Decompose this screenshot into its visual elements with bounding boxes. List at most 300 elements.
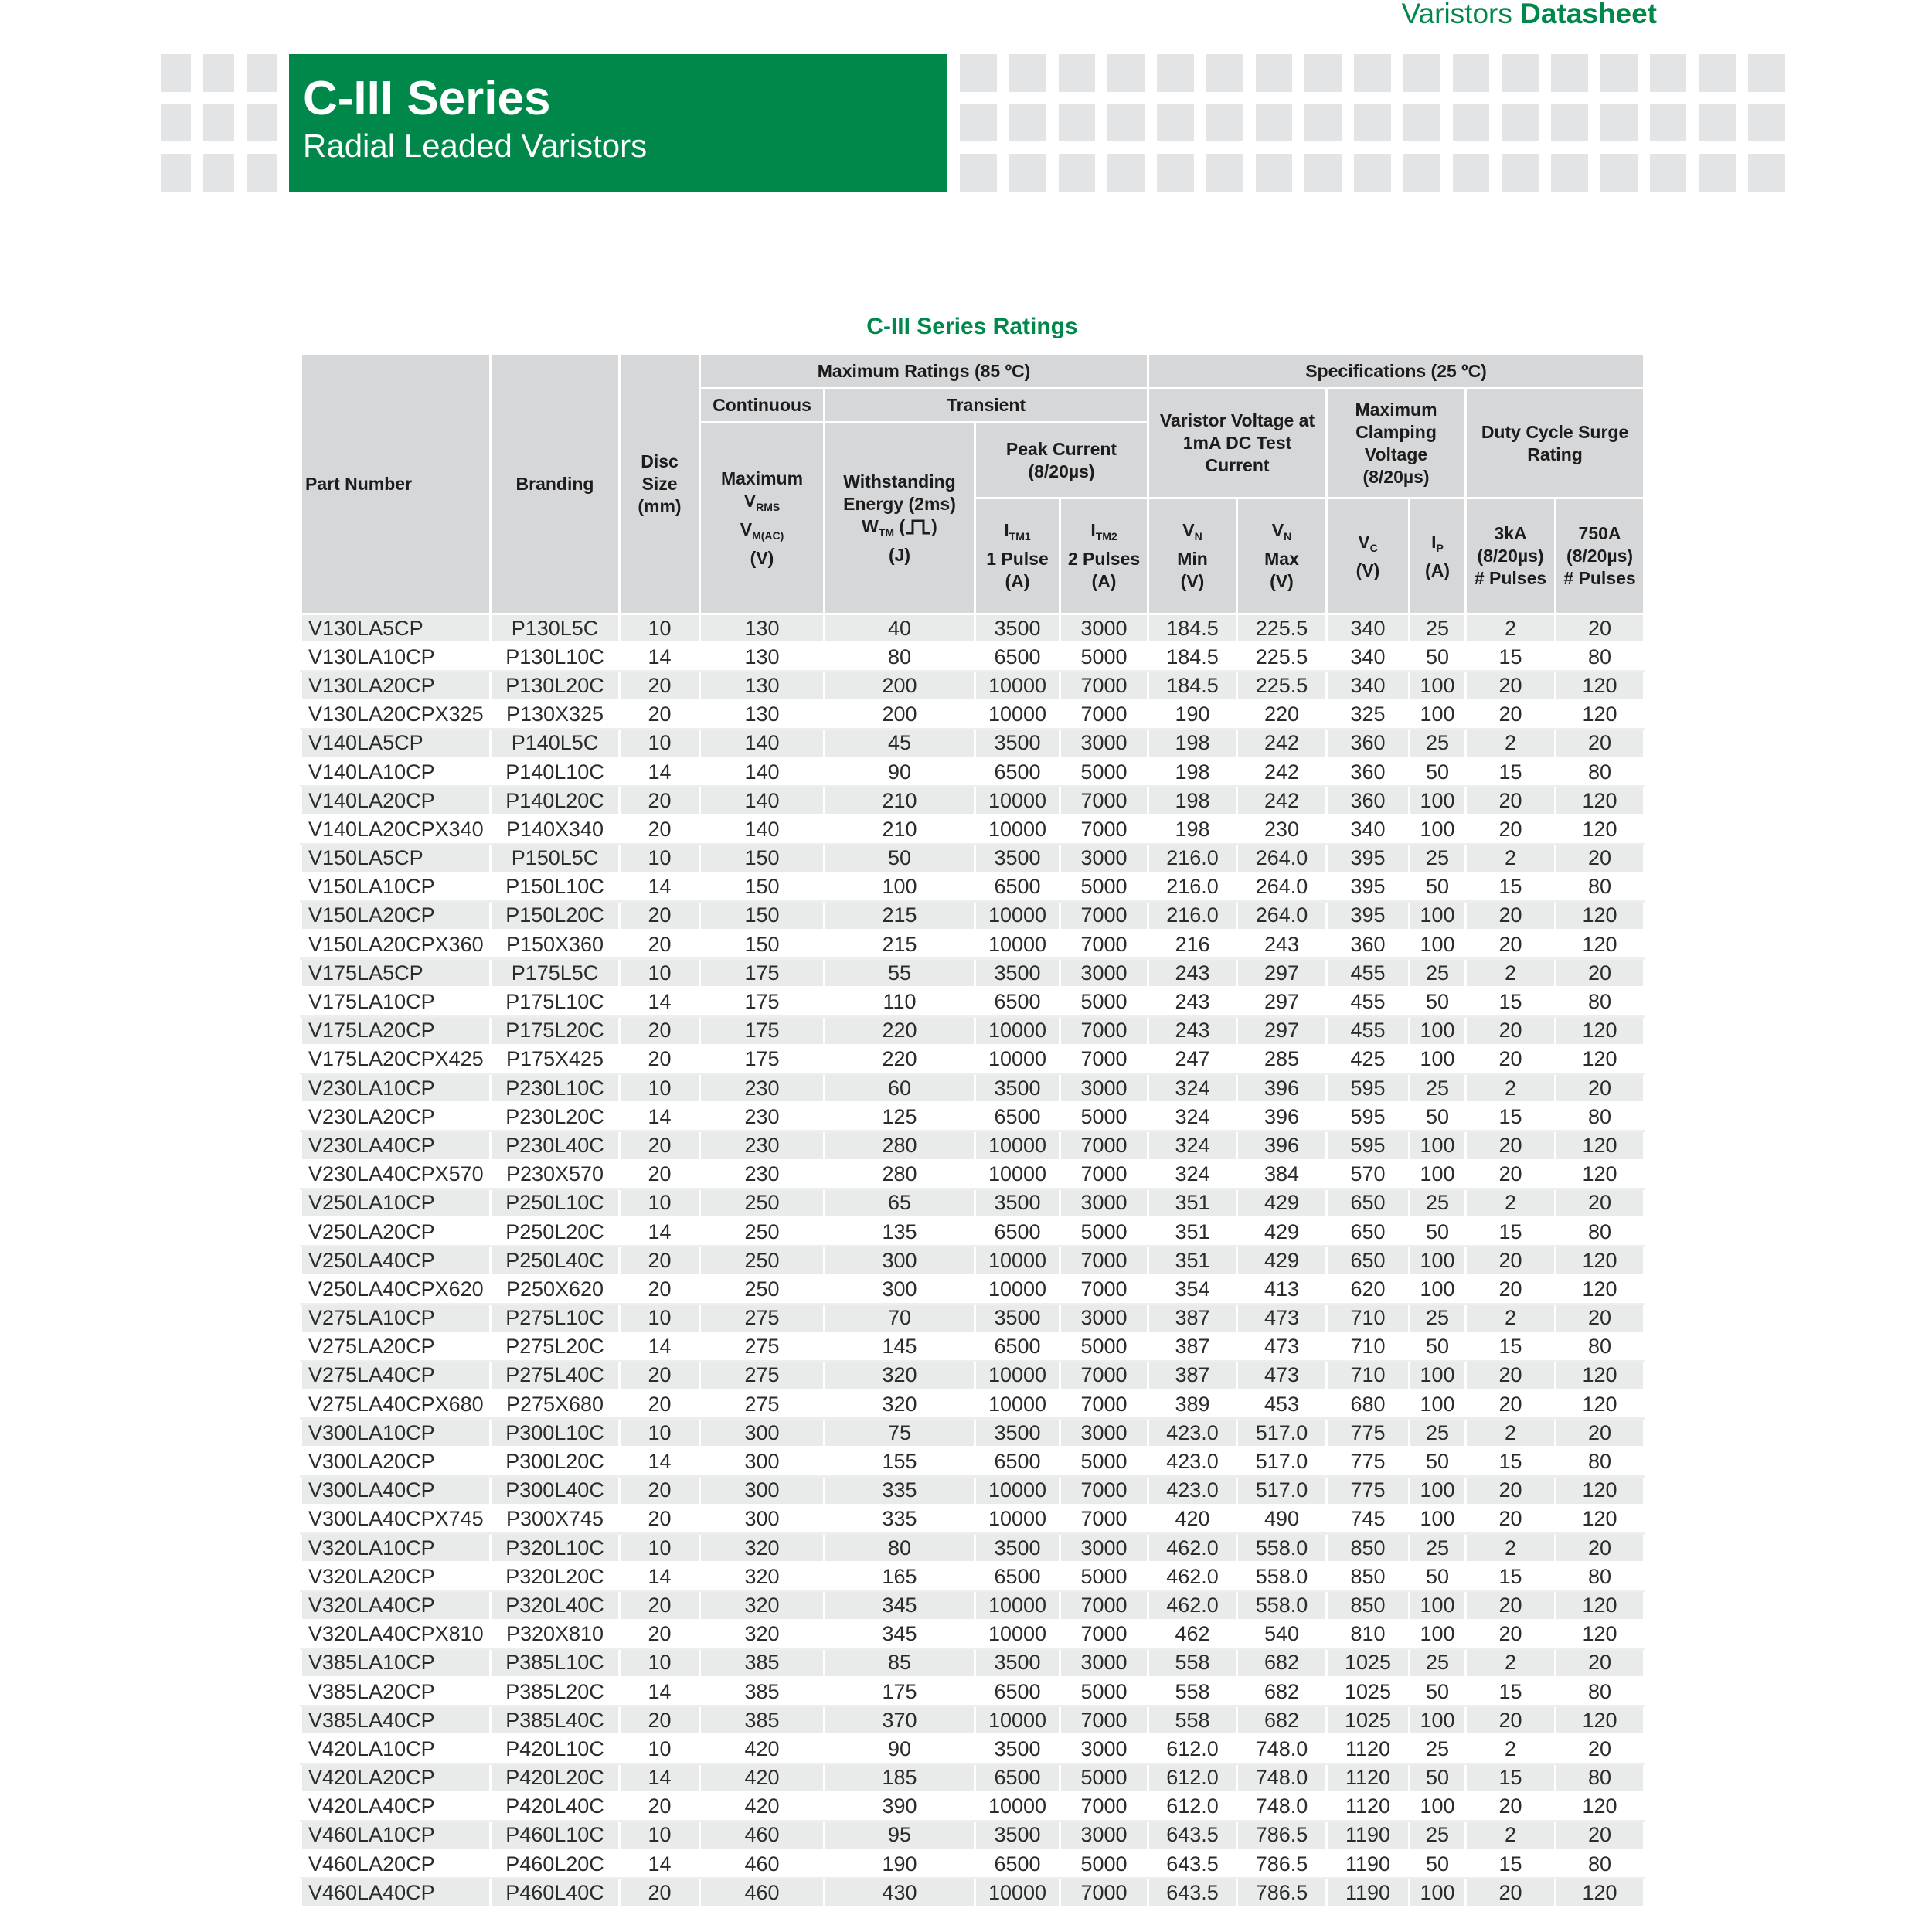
cell-vn-min: 462.0: [1148, 1534, 1237, 1563]
decorative-tile: [1304, 54, 1342, 92]
header-itm1-unit: (A): [1005, 571, 1030, 591]
cell-part-number: V175LA20CP: [301, 1016, 491, 1045]
cell-disc-size: 10: [620, 1648, 700, 1677]
decorative-tile: [1650, 104, 1687, 142]
cell-max-voltage: 420: [700, 1735, 825, 1764]
cell-vc: 340: [1327, 815, 1410, 844]
cell-vn-max: 396: [1237, 1131, 1327, 1160]
cell-surge-750a: 80: [1556, 1850, 1645, 1879]
cell-itm2: 3000: [1060, 729, 1148, 757]
cell-itm1: 6500: [975, 1217, 1060, 1246]
cell-disc-size: 20: [620, 1275, 700, 1304]
header-clamping-voltage: Maximum Clamping Voltage (8/20µs): [1327, 389, 1466, 498]
header-vn-min-symbol-row: [1151, 519, 1234, 548]
cell-vn-max: 242: [1237, 787, 1327, 815]
cell-disc-size: 14: [620, 872, 700, 901]
cell-vn-max: 264.0: [1237, 901, 1327, 930]
cell-disc-size: 20: [620, 930, 700, 959]
cell-vn-max: 220: [1237, 700, 1327, 729]
decorative-tile: [1650, 54, 1687, 92]
header-itm1-symbol-row: [978, 519, 1057, 548]
header-vn-max-symbol-row: [1240, 519, 1324, 548]
header-vc-sub: C: [1369, 541, 1378, 554]
cell-vn-max: 429: [1237, 1217, 1327, 1246]
table-row: [301, 959, 1645, 988]
cell-energy: 210: [825, 787, 975, 815]
cell-itm1: 10000: [975, 1247, 1060, 1275]
cell-itm2: 7000: [1060, 787, 1148, 815]
cell-itm1: 3500: [975, 1821, 1060, 1849]
cell-ip: 100: [1410, 1160, 1466, 1189]
cell-surge-750a: 120: [1556, 1016, 1645, 1045]
cell-vn-max: 682: [1237, 1648, 1327, 1677]
cell-surge-750a: 20: [1556, 729, 1645, 757]
cell-itm2: 5000: [1060, 872, 1148, 901]
cell-itm2: 5000: [1060, 1764, 1148, 1792]
cell-vn-min: 643.5: [1148, 1821, 1237, 1849]
cell-itm2: 7000: [1060, 1275, 1148, 1304]
cell-energy: 300: [825, 1275, 975, 1304]
table-row: [301, 1821, 1645, 1849]
cell-ip: 25: [1410, 1419, 1466, 1447]
cell-max-voltage: 320: [700, 1591, 825, 1620]
cell-surge-3ka: 2: [1466, 1074, 1556, 1103]
header-ip-symbol: I: [1431, 531, 1437, 552]
cell-max-voltage: 250: [700, 1217, 825, 1246]
cell-energy: 335: [825, 1505, 975, 1533]
table-row: [301, 614, 1645, 643]
cell-branding: P250X620: [491, 1275, 620, 1304]
cell-surge-3ka: 20: [1466, 1879, 1556, 1907]
cell-vn-max: 748.0: [1237, 1735, 1327, 1764]
decorative-tile: [1403, 54, 1440, 92]
cell-vn-max: 786.5: [1237, 1879, 1327, 1907]
cell-max-voltage: 320: [700, 1563, 825, 1591]
cell-branding: P140L5C: [491, 729, 620, 757]
cell-vc: 1190: [1327, 1821, 1410, 1849]
header-energy-symbol-sub: TM: [878, 526, 895, 539]
cell-part-number: V275LA10CP: [301, 1304, 491, 1332]
cell-disc-size: 10: [620, 844, 700, 872]
cell-max-voltage: 130: [700, 700, 825, 729]
cell-vn-max: 682: [1237, 1706, 1327, 1735]
cell-energy: 75: [825, 1419, 975, 1447]
cell-branding: P130L5C: [491, 614, 620, 643]
cell-vn-min: 216.0: [1148, 901, 1237, 930]
cell-part-number: V385LA20CP: [301, 1677, 491, 1706]
cell-itm2: 7000: [1060, 1706, 1148, 1735]
cell-max-voltage: 230: [700, 1131, 825, 1160]
cell-vn-min: 216.0: [1148, 872, 1237, 901]
cell-vc: 395: [1327, 844, 1410, 872]
cell-disc-size: 20: [620, 1505, 700, 1533]
cell-branding: P420L10C: [491, 1735, 620, 1764]
header-surge-750a: [1556, 498, 1645, 614]
cell-vn-max: 285: [1237, 1045, 1327, 1073]
cell-ip: 50: [1410, 1103, 1466, 1131]
cell-itm1: 6500: [975, 1103, 1060, 1131]
cell-vn-max: 429: [1237, 1247, 1327, 1275]
table-row: [301, 1735, 1645, 1764]
cell-itm2: 5000: [1060, 1850, 1148, 1879]
cell-max-voltage: 140: [700, 787, 825, 815]
cell-surge-750a: 120: [1556, 1706, 1645, 1735]
header-surge-750a-line2: (8/20µs): [1566, 546, 1634, 566]
cell-vn-min: 324: [1148, 1103, 1237, 1131]
cell-vn-min: 247: [1148, 1045, 1237, 1073]
cell-vn-max: 297: [1237, 959, 1327, 988]
cell-vn-min: 558: [1148, 1648, 1237, 1677]
header-varistor-voltage: Varistor Voltage at 1mA DC Test Current: [1148, 389, 1327, 498]
cell-surge-3ka: 20: [1466, 1620, 1556, 1648]
cell-itm2: 7000: [1060, 1792, 1148, 1821]
cell-energy: 85: [825, 1648, 975, 1677]
cell-itm1: 10000: [975, 901, 1060, 930]
decorative-tile: [1699, 104, 1736, 142]
cell-ip: 100: [1410, 1792, 1466, 1821]
cell-surge-750a: 120: [1556, 1160, 1645, 1189]
cell-vn-min: 351: [1148, 1247, 1237, 1275]
cell-itm2: 7000: [1060, 815, 1148, 844]
header-vn-max-symbol: V: [1271, 520, 1284, 540]
cell-part-number: V175LA5CP: [301, 959, 491, 988]
cell-vc: 650: [1327, 1217, 1410, 1246]
decorative-tile: [1748, 54, 1785, 92]
header-vrms-sub: RMS: [756, 500, 781, 513]
cell-max-voltage: 150: [700, 844, 825, 872]
cell-part-number: V460LA10CP: [301, 1821, 491, 1849]
cell-surge-750a: 120: [1556, 1620, 1645, 1648]
cell-itm1: 3500: [975, 1534, 1060, 1563]
cell-vc: 1190: [1327, 1850, 1410, 1879]
doc-type-label: Datasheet: [1520, 0, 1657, 29]
decorative-tile: [1354, 54, 1391, 92]
cell-surge-750a: 80: [1556, 1677, 1645, 1706]
header-branding: Branding: [491, 355, 620, 614]
cell-max-voltage: 250: [700, 1189, 825, 1217]
cell-ip: 25: [1410, 1189, 1466, 1217]
header-itm2-symbol: I: [1090, 520, 1096, 540]
cell-max-voltage: 130: [700, 672, 825, 700]
cell-energy: 215: [825, 930, 975, 959]
cell-disc-size: 14: [620, 1677, 700, 1706]
cell-surge-3ka: 20: [1466, 901, 1556, 930]
cell-surge-750a: 80: [1556, 643, 1645, 672]
decorative-tile: [1354, 104, 1391, 142]
header-vn-max-unit: (V): [1270, 571, 1294, 591]
header-itm2: [1060, 498, 1148, 614]
table-row: [301, 643, 1645, 672]
cell-max-voltage: 385: [700, 1648, 825, 1677]
table-row: [301, 844, 1645, 872]
cell-ip: 50: [1410, 757, 1466, 786]
table-row: [301, 1217, 1645, 1246]
cell-itm2: 5000: [1060, 1103, 1148, 1131]
cell-surge-3ka: 2: [1466, 729, 1556, 757]
header-vmac-symbol: V: [740, 519, 753, 539]
cell-energy: 335: [825, 1476, 975, 1505]
cell-energy: 95: [825, 1821, 975, 1849]
cell-vc: 810: [1327, 1620, 1410, 1648]
cell-surge-750a: 120: [1556, 1045, 1645, 1073]
cell-vn-max: 490: [1237, 1505, 1327, 1533]
cell-max-voltage: 460: [700, 1821, 825, 1849]
cell-vn-max: 230: [1237, 815, 1327, 844]
cell-itm2: 7000: [1060, 672, 1148, 700]
cell-vn-min: 243: [1148, 988, 1237, 1016]
table-row: [301, 1476, 1645, 1505]
cell-part-number: V300LA20CP: [301, 1447, 491, 1476]
cell-ip: 25: [1410, 729, 1466, 757]
cell-branding: P230L20C: [491, 1103, 620, 1131]
cell-surge-3ka: 20: [1466, 700, 1556, 729]
cell-disc-size: 10: [620, 959, 700, 988]
cell-vn-max: 242: [1237, 729, 1327, 757]
table-row: [301, 1792, 1645, 1821]
cell-ip: 25: [1410, 1304, 1466, 1332]
cell-vn-max: 429: [1237, 1189, 1327, 1217]
cell-max-voltage: 300: [700, 1447, 825, 1476]
cell-itm1: 10000: [975, 1390, 1060, 1419]
cell-itm2: 3000: [1060, 1419, 1148, 1447]
cell-ip: 100: [1410, 787, 1466, 815]
cell-ip: 25: [1410, 1074, 1466, 1103]
cell-vn-max: 413: [1237, 1275, 1327, 1304]
cell-disc-size: 20: [620, 700, 700, 729]
cell-branding: P320L20C: [491, 1563, 620, 1591]
cell-branding: P420L40C: [491, 1792, 620, 1821]
cell-surge-750a: 20: [1556, 1735, 1645, 1764]
cell-ip: 25: [1410, 1648, 1466, 1677]
cell-disc-size: 20: [620, 1879, 700, 1907]
cell-itm2: 3000: [1060, 1648, 1148, 1677]
cell-disc-size: 14: [620, 988, 700, 1016]
cell-itm1: 6500: [975, 643, 1060, 672]
decorative-tile: [1009, 104, 1046, 142]
header-part-number: Part Number: [301, 355, 491, 614]
cell-branding: P230X570: [491, 1160, 620, 1189]
decorative-tile: [1502, 154, 1539, 192]
decorative-tile: [161, 104, 191, 142]
cell-vn-min: 387: [1148, 1304, 1237, 1332]
header-itm1-symbol: I: [1004, 520, 1009, 540]
cell-surge-3ka: 20: [1466, 1390, 1556, 1419]
cell-surge-3ka: 15: [1466, 872, 1556, 901]
cell-part-number: V300LA10CP: [301, 1419, 491, 1447]
cell-vn-min: 387: [1148, 1361, 1237, 1389]
header-vrms-symbol: V: [743, 490, 757, 511]
cell-ip: 50: [1410, 1217, 1466, 1246]
cell-vc: 710: [1327, 1304, 1410, 1332]
cell-itm2: 5000: [1060, 1677, 1148, 1706]
cell-surge-3ka: 20: [1466, 1016, 1556, 1045]
cell-itm1: 10000: [975, 1361, 1060, 1389]
cell-itm2: 5000: [1060, 1217, 1148, 1246]
header-ip-unit: (A): [1425, 560, 1450, 580]
cell-vc: 680: [1327, 1390, 1410, 1419]
cell-vn-min: 462.0: [1148, 1563, 1237, 1591]
cell-itm2: 7000: [1060, 1045, 1148, 1073]
cell-itm1: 6500: [975, 1850, 1060, 1879]
decorative-tile: [1600, 104, 1638, 142]
cell-vc: 1190: [1327, 1879, 1410, 1907]
cell-disc-size: 10: [620, 1735, 700, 1764]
cell-vn-min: 558: [1148, 1677, 1237, 1706]
cell-max-voltage: 130: [700, 614, 825, 643]
cell-itm2: 7000: [1060, 1016, 1148, 1045]
cell-vc: 850: [1327, 1563, 1410, 1591]
decorative-tile: [1107, 104, 1145, 142]
cell-itm1: 6500: [975, 757, 1060, 786]
table-row: [301, 729, 1645, 757]
header-itm1-label: 1 Pulse: [986, 549, 1049, 569]
cell-disc-size: 20: [620, 1476, 700, 1505]
decorative-tile: [1354, 154, 1391, 192]
cell-energy: 200: [825, 700, 975, 729]
header-vn-max-label: Max: [1264, 549, 1299, 569]
cell-itm2: 5000: [1060, 643, 1148, 672]
cell-surge-750a: 20: [1556, 1821, 1645, 1849]
cell-branding: P275L10C: [491, 1304, 620, 1332]
cell-itm1: 10000: [975, 1131, 1060, 1160]
decorative-tile: [1059, 104, 1096, 142]
cell-max-voltage: 140: [700, 815, 825, 844]
cell-max-voltage: 175: [700, 988, 825, 1016]
table-row: [301, 1879, 1645, 1907]
cell-itm2: 7000: [1060, 1361, 1148, 1389]
cell-ip: 100: [1410, 1131, 1466, 1160]
cell-part-number: V460LA20CP: [301, 1850, 491, 1879]
cell-disc-size: 20: [620, 787, 700, 815]
cell-max-voltage: 140: [700, 729, 825, 757]
cell-energy: 145: [825, 1332, 975, 1361]
cell-part-number: V300LA40CP: [301, 1476, 491, 1505]
cell-branding: P140L20C: [491, 787, 620, 815]
cell-part-number: V230LA20CP: [301, 1103, 491, 1131]
cell-ip: 25: [1410, 1735, 1466, 1764]
cell-vc: 360: [1327, 729, 1410, 757]
table-row: [301, 787, 1645, 815]
cell-ip: 50: [1410, 1764, 1466, 1792]
header-itm2-label: 2 Pulses: [1067, 549, 1141, 569]
cell-surge-3ka: 20: [1466, 1045, 1556, 1073]
cell-disc-size: 14: [620, 1103, 700, 1131]
cell-itm2: 5000: [1060, 1563, 1148, 1591]
cell-vn-min: 423.0: [1148, 1476, 1237, 1505]
cell-itm1: 6500: [975, 1677, 1060, 1706]
header-vn-min-label: Min: [1177, 549, 1208, 569]
cell-surge-3ka: 2: [1466, 1534, 1556, 1563]
cell-itm2: 7000: [1060, 1476, 1148, 1505]
cell-branding: P460L10C: [491, 1821, 620, 1849]
cell-vc: 775: [1327, 1476, 1410, 1505]
cell-energy: 45: [825, 729, 975, 757]
cell-itm1: 3500: [975, 1735, 1060, 1764]
cell-itm1: 10000: [975, 1879, 1060, 1907]
cell-itm1: 3500: [975, 1304, 1060, 1332]
cell-surge-3ka: 20: [1466, 1706, 1556, 1735]
cell-vn-max: 473: [1237, 1332, 1327, 1361]
cell-vc: 360: [1327, 787, 1410, 815]
cell-ip: 100: [1410, 1620, 1466, 1648]
cell-ip: 100: [1410, 901, 1466, 930]
cell-surge-750a: 120: [1556, 1361, 1645, 1389]
cell-itm2: 7000: [1060, 1879, 1148, 1907]
cell-surge-750a: 80: [1556, 1563, 1645, 1591]
cell-max-voltage: 230: [700, 1103, 825, 1131]
cell-vc: 775: [1327, 1419, 1410, 1447]
header-max-voltage-unit: (V): [750, 547, 774, 568]
cell-disc-size: 20: [620, 901, 700, 930]
cell-disc-size: 14: [620, 1764, 700, 1792]
cell-itm2: 3000: [1060, 844, 1148, 872]
header-max-voltage-label: Maximum: [720, 468, 804, 488]
table-row: [301, 672, 1645, 700]
cell-vc: 745: [1327, 1505, 1410, 1533]
cell-energy: 175: [825, 1677, 975, 1706]
cell-part-number: V250LA20CP: [301, 1217, 491, 1246]
cell-vn-max: 453: [1237, 1390, 1327, 1419]
table-row: [301, 1103, 1645, 1131]
table-row: [301, 1505, 1645, 1533]
decorative-tile: [203, 154, 233, 192]
cell-part-number: V140LA10CP: [301, 757, 491, 786]
cell-disc-size: 14: [620, 1217, 700, 1246]
cell-vn-max: 225.5: [1237, 643, 1327, 672]
cell-vc: 595: [1327, 1131, 1410, 1160]
cell-vn-max: 396: [1237, 1103, 1327, 1131]
header-itm2-unit: (A): [1091, 571, 1117, 591]
cell-ip: 50: [1410, 1850, 1466, 1879]
cell-itm2: 5000: [1060, 1447, 1148, 1476]
cell-part-number: V250LA40CPX620: [301, 1275, 491, 1304]
cell-branding: P320L10C: [491, 1534, 620, 1563]
cell-itm1: 10000: [975, 1016, 1060, 1045]
cell-ip: 100: [1410, 1476, 1466, 1505]
header-specifications: Specifications (25 ºC): [1148, 355, 1645, 389]
cell-part-number: V420LA10CP: [301, 1735, 491, 1764]
decorative-tile: [1600, 54, 1638, 92]
decorative-tile: [161, 154, 191, 192]
decorative-tile: [1256, 54, 1293, 92]
decorative-tile: [1157, 154, 1194, 192]
header-maximum-ratings: Maximum Ratings (85 ºC): [700, 355, 1148, 389]
table-row: [301, 1563, 1645, 1591]
header-itm2-sub: TM2: [1095, 530, 1117, 543]
cell-surge-750a: 120: [1556, 1131, 1645, 1160]
header-vc-symbol: V: [1358, 531, 1370, 552]
cell-disc-size: 20: [620, 1620, 700, 1648]
cell-vn-max: 558.0: [1237, 1591, 1327, 1620]
cell-itm1: 10000: [975, 815, 1060, 844]
cell-vn-min: 462: [1148, 1620, 1237, 1648]
cell-part-number: V140LA20CPX340: [301, 815, 491, 844]
cell-vn-max: 243: [1237, 930, 1327, 959]
cell-ip: 25: [1410, 614, 1466, 643]
cell-vn-min: 216: [1148, 930, 1237, 959]
cell-max-voltage: 420: [700, 1764, 825, 1792]
cell-ip: 100: [1410, 1706, 1466, 1735]
cell-branding: P230L40C: [491, 1131, 620, 1160]
decorative-tile: [1403, 154, 1440, 192]
cell-vc: 1025: [1327, 1706, 1410, 1735]
header-disc-size: Disc Size (mm): [620, 355, 700, 614]
cell-surge-750a: 80: [1556, 1447, 1645, 1476]
decorative-tile: [960, 54, 997, 92]
cell-disc-size: 20: [620, 1792, 700, 1821]
cell-disc-size: 14: [620, 1447, 700, 1476]
cell-surge-750a: 20: [1556, 1189, 1645, 1217]
